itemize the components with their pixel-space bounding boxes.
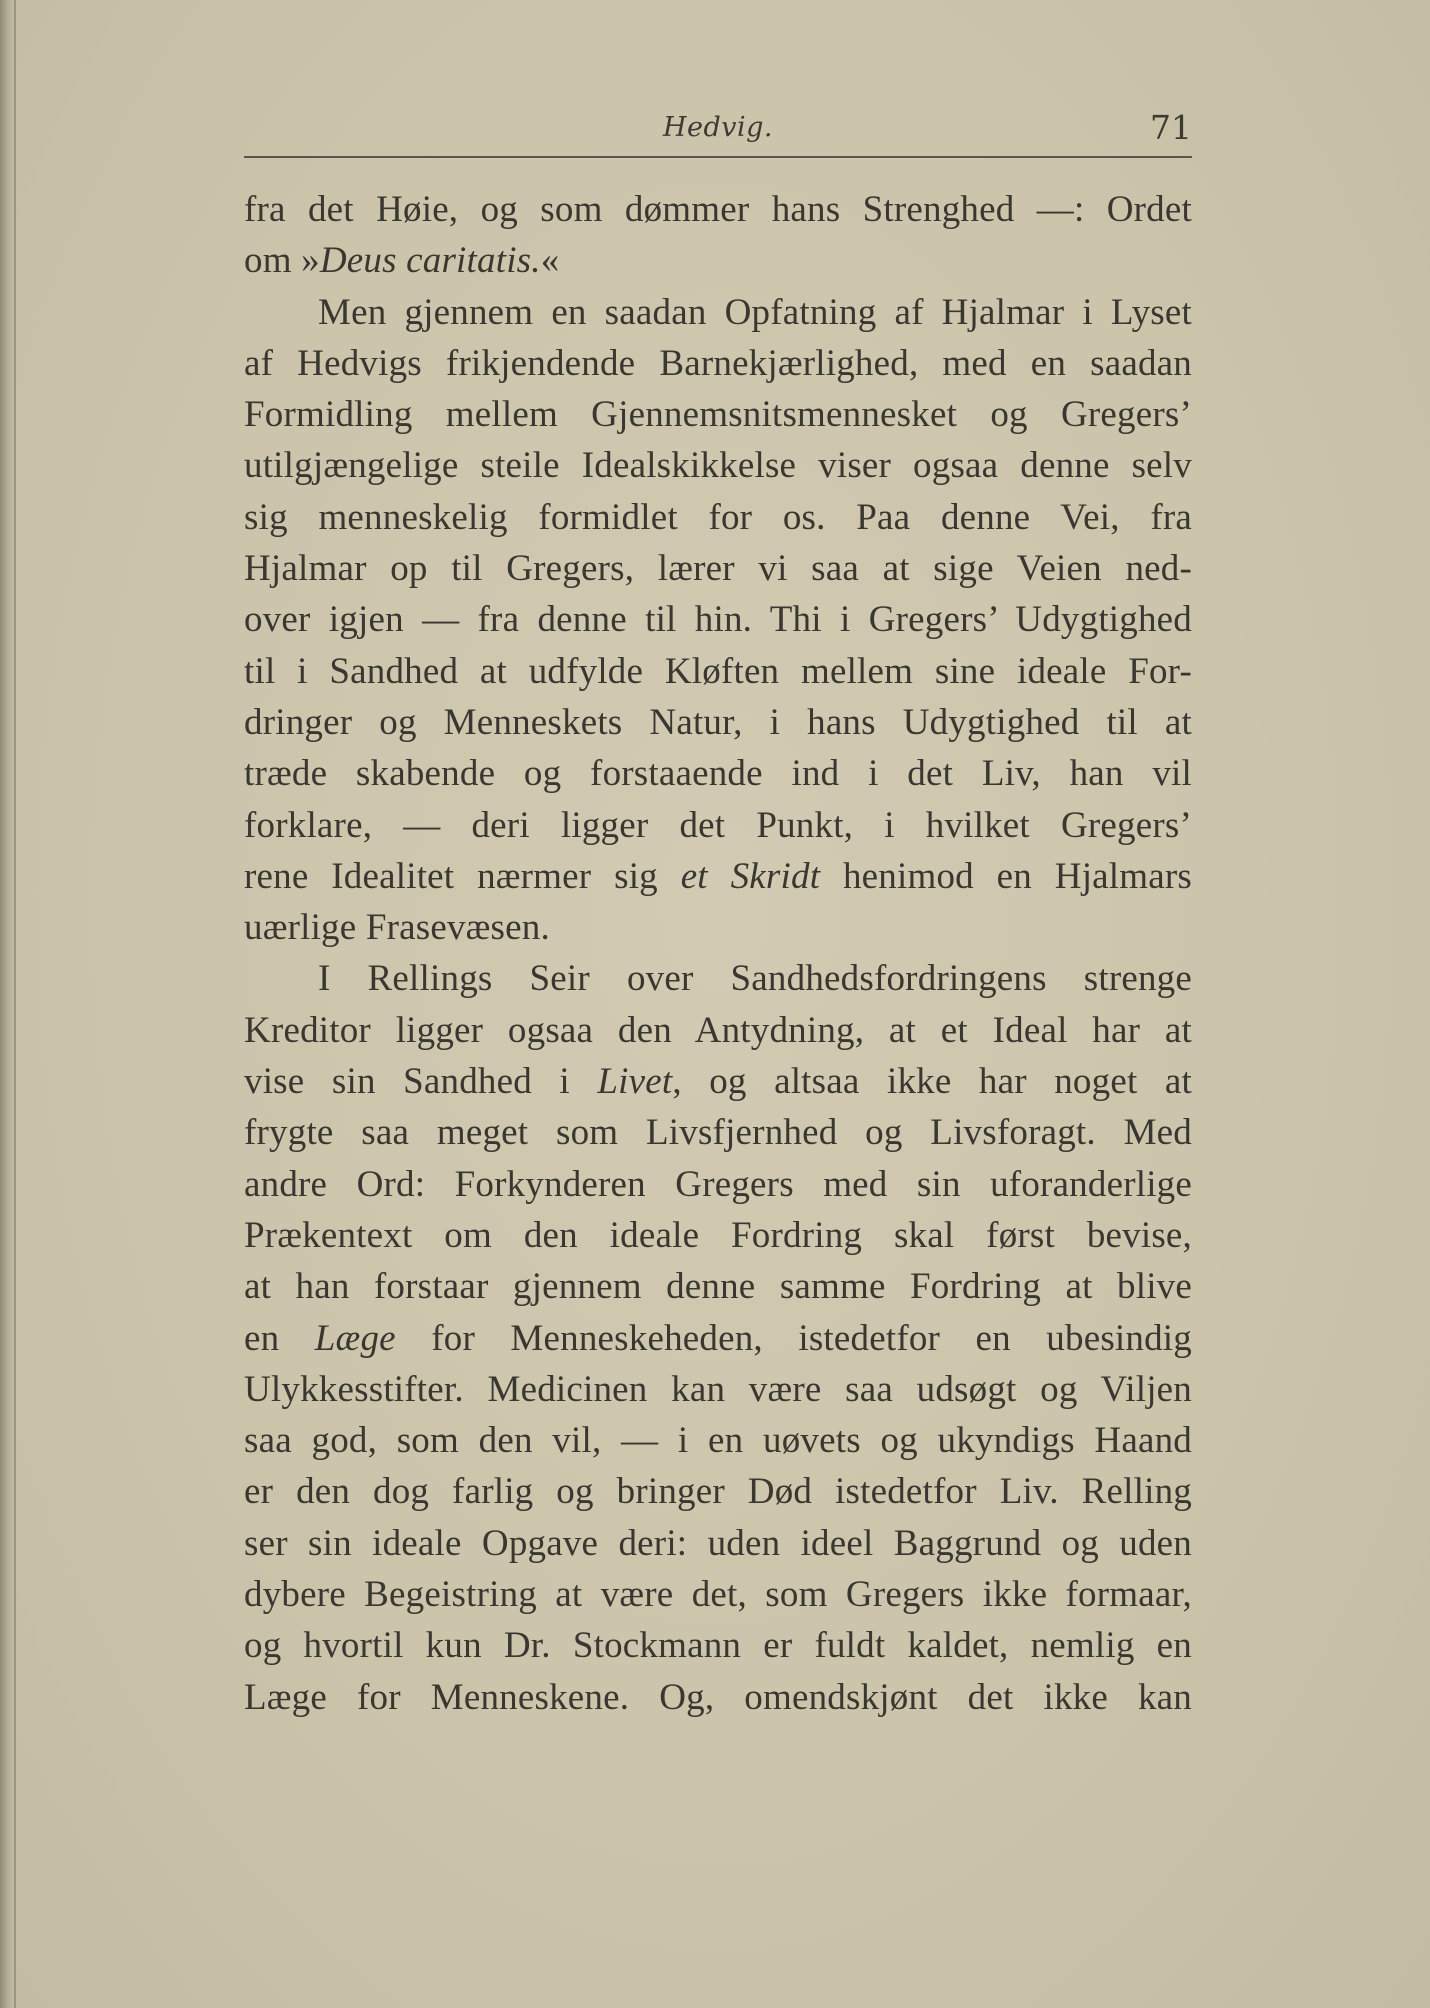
text-line: Ulykkesstifter. Medicinen kan være saa udsøgt og Viljen [244, 1368, 1192, 1410]
page-header [244, 108, 1192, 158]
text-line: dringer og Menneskets Natur, i hans Udygtighed til at [244, 701, 1192, 743]
running-title: Hedvig. [662, 112, 774, 143]
text-line: saa god, som den vil, — i en uøvets og ukyndigs Haand [244, 1420, 1192, 1462]
text-line: ser sin ideale Opgave deri: uden ideel Baggrund og uden [244, 1522, 1192, 1564]
text-line: Formidling mellem Gjennemsnitsmennesket og Gregers’ [244, 394, 1192, 436]
text-line: Kreditor ligger ogsaa den Antydning, at et Ideal har at [244, 1009, 1192, 1051]
text-line: rene Idealitet nærmer sig et Skridt henimod en Hjalmars [244, 855, 1192, 897]
text-line: er den dog farlig og bringer Død istedetfor Liv. Relling [244, 1471, 1192, 1513]
emphasis: Læge [314, 1317, 396, 1359]
emphasis: Livet [597, 1061, 673, 1103]
text-line: over igjen — fra denne til hin. Thi i Gregers’ Udygtighed [244, 599, 1192, 641]
text-line: frygte saa meget som Livsfjernhed og Livsforagt. Med [244, 1112, 1192, 1154]
paragraph [244, 953, 1192, 1722]
header-rule [244, 156, 1192, 158]
latin-phrase: Deus caritatis. [319, 240, 541, 282]
text-line: en Læge for Menneskeheden, istedetfor en ubesindig [244, 1317, 1192, 1359]
text-line: andre Ord: Forkynderen Gregers med sin uforanderlige [244, 1163, 1192, 1205]
text-line: fra det Høie, og som dømmer hans Strenghed —: Ordet [244, 189, 1192, 230]
text-line: Prækentext om den ideale Fordring skal først bevise, [244, 1214, 1192, 1256]
text-line: uærlige Frasevæsen. [244, 907, 550, 949]
text-line: vise sin Sandhed i Livet, og altsaa ikke har noget at [244, 1061, 1192, 1103]
paragraph [244, 287, 1192, 954]
text-line: forklare, — deri ligger det Punkt, i hvilket Gregers’ [244, 804, 1192, 846]
text-line: utilgjængelige steile Idealskikkelse viser ogsaa denne selv [244, 445, 1192, 487]
page-gutter-edge [14, 0, 16, 2008]
text-line: Læge for Menneskene. Og, omendskjønt det ikke kan [244, 1676, 1192, 1718]
text-line: til i Sandhed at udfylde Kløften mellem sine ideale For- [244, 650, 1192, 692]
text-line: Hjalmar op til Gregers, lærer vi saa at sige Veien ned- [244, 548, 1192, 590]
text-line: Men gjennem en saadan Opfatning af Hjalmar i Lyset [318, 291, 1192, 333]
text-line: sig menneskelig formidlet for os. Paa denne Vei, fra [244, 496, 1192, 538]
text-line: dybere Begeistring at være det, som Gregers ikke formaar, [244, 1574, 1192, 1616]
emphasis: et Skridt [680, 855, 821, 897]
text-line: at han forstaar gjennem denne samme Fordring at blive [244, 1266, 1192, 1308]
text-line: træde skabende og forstaaende ind i det Liv, han vil [244, 753, 1192, 795]
text-line: I Rellings Seir over Sandhedsfordringens strenge [318, 958, 1192, 1000]
text-line: af Hedvigs frikjendende Barnekjærlighed, med en saadan [244, 342, 1192, 384]
text-line: og hvortil kun Dr. Stockmann er fuldt kaldet, nemlig en [244, 1625, 1192, 1667]
paragraph [244, 184, 1192, 287]
body-text [244, 184, 1192, 1723]
page-number: 71 [1150, 108, 1192, 147]
text-line: om »Deus caritatis.« [244, 240, 560, 282]
